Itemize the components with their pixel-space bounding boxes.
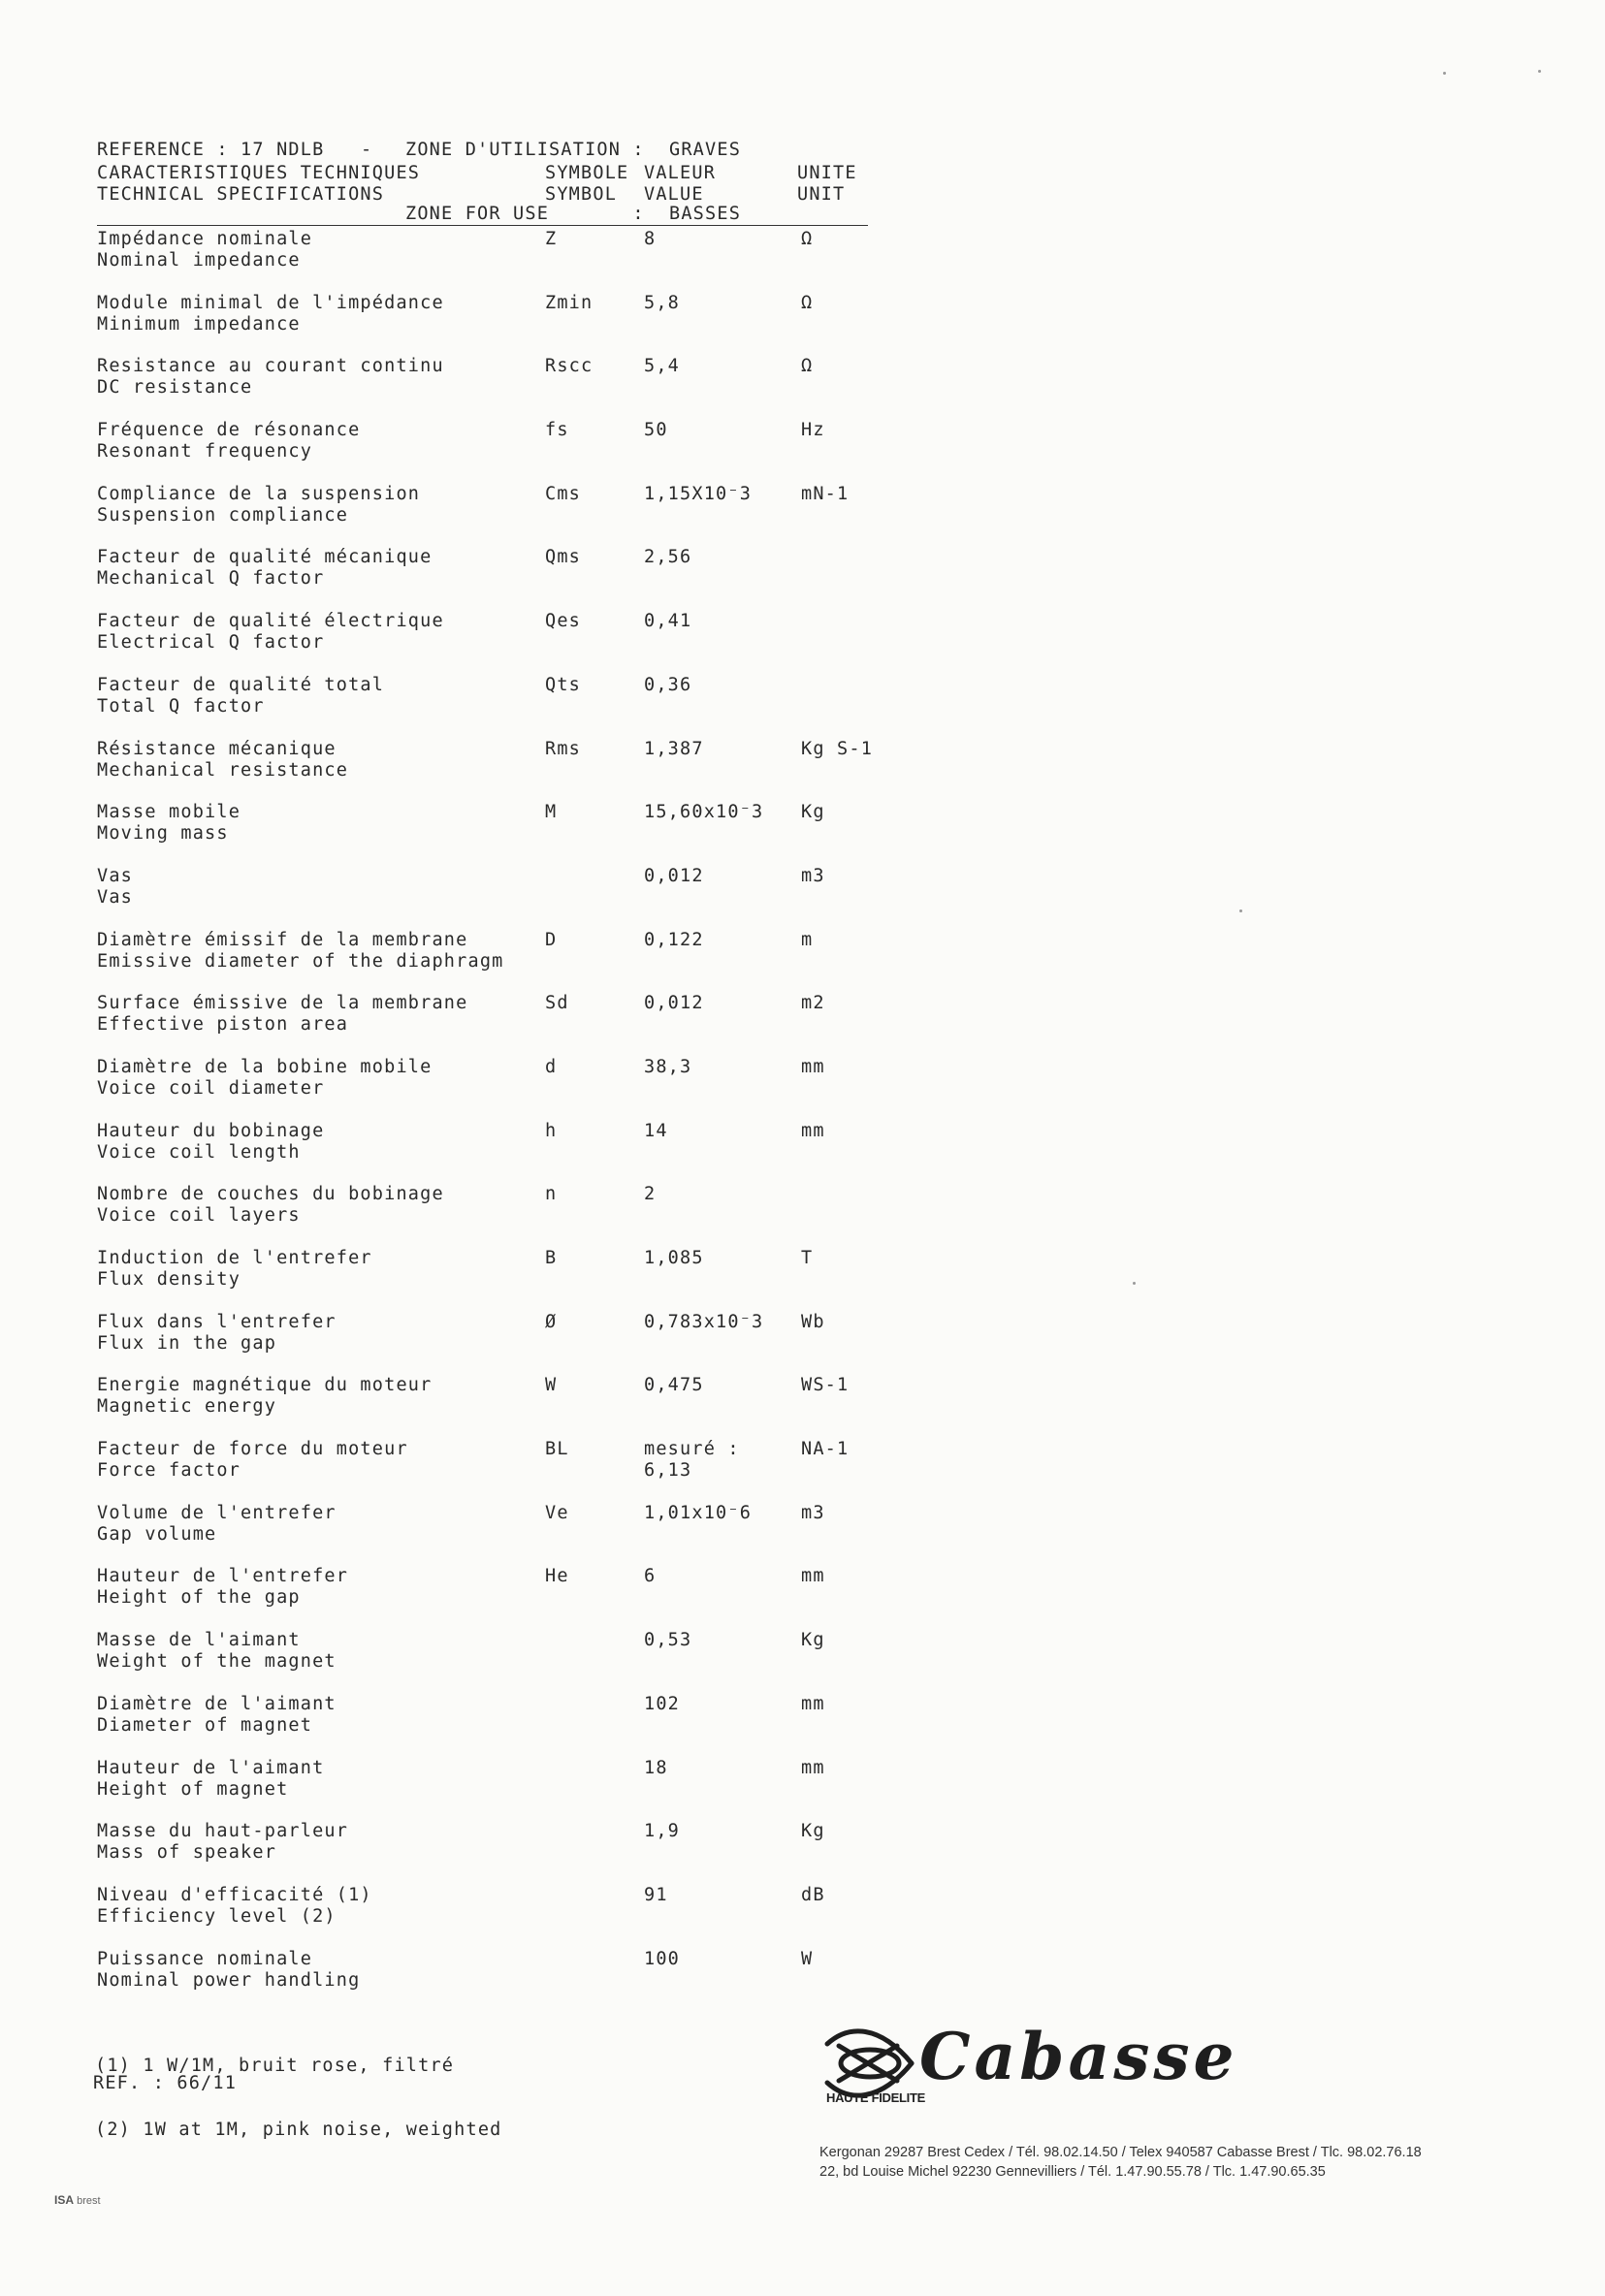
spec-name-en: Gap volume: [97, 1523, 217, 1545]
spec-symbol: He: [545, 1566, 569, 1587]
spec-value: 0,783x10⁻3: [644, 1311, 764, 1332]
spec-row: [97, 1821, 873, 1885]
spec-name-fr: Hauteur de l'aimant: [97, 1757, 325, 1778]
spec-row: [97, 293, 873, 357]
spec-value: 0,012: [644, 865, 704, 886]
spec-symbol: h: [545, 1120, 558, 1141]
spec-row: [97, 1503, 873, 1567]
spec-symbol: Qms: [545, 547, 582, 568]
header-dash: -: [361, 140, 373, 160]
spec-name-en: Efficiency level (2): [97, 1905, 337, 1927]
company-address: [819, 2143, 1422, 2182]
col-symbol-fr: SYMBOLE: [545, 163, 629, 183]
spec-name-fr: Niveau d'efficacité (1): [97, 1884, 372, 1905]
spec-value: 0,122: [644, 929, 704, 950]
spec-value: 5,4: [644, 356, 681, 377]
spec-value: 100: [644, 1948, 681, 1969]
spec-name-fr: Module minimal de l'impédance: [97, 292, 444, 313]
spec-row: [97, 866, 873, 930]
spec-unit: NA-1: [801, 1439, 850, 1460]
address-line-2: 22, bd Louise Michel 92230 Gennevilliers / Tél. 1.47.90.55.78 / Tlc. 1.47.90.65.35: [819, 2164, 1326, 2180]
spec-unit: Wb: [801, 1311, 825, 1332]
spec-name-en: Resonant frequency: [97, 441, 313, 462]
spec-symbol: B: [545, 1248, 558, 1268]
spec-value: 0,53: [644, 1630, 692, 1651]
spec-row: [97, 1248, 873, 1312]
spec-symbol: fs: [545, 420, 569, 441]
address-line-1: Kergonan 29287 Brest Cedex / Tél. 98.02.14.50 / Telex 940587 Cabasse Brest / Tlc. 98.02.76.18: [819, 2145, 1422, 2160]
spec-name-fr: Facteur de qualité électrique: [97, 611, 444, 632]
spec-symbol: W: [545, 1375, 558, 1396]
spec-value: 91: [644, 1884, 668, 1905]
spec-name-fr: Nombre de couches du bobinage: [97, 1184, 444, 1205]
spec-value: 1,9: [644, 1821, 681, 1842]
spec-name-fr: Hauteur du bobinage: [97, 1120, 325, 1141]
printer-city: brest: [77, 2195, 101, 2207]
footnote-2: (2) 1W at 1M, pink noise, weighted: [95, 2120, 502, 2140]
spec-name-fr: Flux dans l'entrefer: [97, 1311, 337, 1332]
spec-name-en: Suspension compliance: [97, 504, 349, 526]
scan-speck: [1443, 72, 1446, 75]
spec-value: 14: [644, 1120, 668, 1141]
spec-unit: mm: [801, 1566, 825, 1587]
spec-row: [97, 611, 873, 675]
spec-name-en: Diameter of magnet: [97, 1714, 313, 1736]
spec-value: mesuré :: [644, 1439, 740, 1460]
spec-unit: T: [801, 1248, 814, 1268]
col-symbol-en: SYMBOL: [545, 184, 618, 205]
spec-value: 5,8: [644, 292, 681, 313]
spec-value: 18: [644, 1757, 668, 1778]
spec-name-en: Effective piston area: [97, 1014, 349, 1036]
spec-name-en: Height of the gap: [97, 1587, 301, 1609]
spec-name-fr: Diamètre émissif de la membrane: [97, 929, 468, 950]
col-value-en: VALUE: [644, 184, 704, 205]
scan-speck: [1239, 909, 1242, 912]
spec-name-fr: Facteur de qualité total: [97, 674, 385, 695]
spec-value: 0,41: [644, 611, 692, 632]
spec-symbol: n: [545, 1184, 558, 1205]
spec-unit: mm: [801, 1693, 825, 1714]
reference-label: REFERENCE : 17 NDLB: [97, 140, 325, 160]
spec-row: [97, 547, 873, 611]
spec-name-en: Voice coil diameter: [97, 1077, 325, 1099]
spec-name-fr: Volume de l'entrefer: [97, 1502, 337, 1523]
spec-symbol: M: [545, 802, 558, 823]
spec-value: 0,36: [644, 674, 692, 695]
spec-unit: Kg S-1: [801, 738, 874, 759]
column-headers: [97, 163, 868, 219]
brand-name: Cabasse: [919, 2019, 1238, 2094]
spec-unit: Hz: [801, 420, 825, 441]
spec-name-en: Moving mass: [97, 823, 229, 845]
col-unit-fr: UNITE: [797, 163, 857, 183]
spec-value: 8: [644, 229, 657, 249]
spec-row: [97, 484, 873, 548]
spec-unit: Ω: [801, 292, 814, 313]
spec-symbol: Ø: [545, 1311, 558, 1332]
spec-row: [97, 1885, 873, 1949]
spec-name-fr: Impédance nominale: [97, 229, 313, 249]
spec-name-fr: Surface émissive de la membrane: [97, 993, 468, 1014]
spec-name-fr: Fréquence de résonance: [97, 420, 361, 441]
spec-row: [97, 1566, 873, 1630]
spec-unit: m: [801, 929, 814, 950]
spec-symbol: Qes: [545, 611, 582, 632]
spec-unit: Ω: [801, 356, 814, 377]
spec-name-en: Height of magnet: [97, 1778, 289, 1800]
spec-unit: mN-1: [801, 483, 850, 504]
spec-name-fr: Vas: [97, 865, 134, 886]
scan-speck: [1538, 70, 1541, 73]
spec-unit: mm: [801, 1056, 825, 1077]
spec-name-fr: Hauteur de l'entrefer: [97, 1566, 349, 1587]
spec-unit: mm: [801, 1120, 825, 1141]
spec-name-en: Magnetic energy: [97, 1396, 277, 1418]
spec-row: [97, 1439, 873, 1503]
spec-name-fr: Facteur de qualité mécanique: [97, 547, 433, 568]
spec-value: 2: [644, 1184, 657, 1205]
spec-name-fr: Puissance nominale: [97, 1948, 313, 1969]
spec-row: [97, 739, 873, 803]
spec-row: [97, 1375, 873, 1439]
spec-name-fr: Diamètre de l'aimant: [97, 1693, 337, 1714]
spec-value: 0,475: [644, 1375, 704, 1396]
zone-label-en: ZONE FOR USE :: [405, 204, 645, 224]
spec-value: 1,085: [644, 1248, 704, 1268]
zone-label-fr: ZONE D'UTILISATION :: [405, 140, 645, 160]
spec-value: 1,01x10⁻6: [644, 1502, 753, 1523]
spec-name-en: Nominal power handling: [97, 1969, 361, 1991]
spec-unit: WS-1: [801, 1375, 850, 1396]
spec-name-en: Voice coil length: [97, 1141, 301, 1163]
spec-name-en: Emissive diameter of the diaphragm: [97, 950, 504, 972]
spec-name-fr: Facteur de force du moteur: [97, 1439, 408, 1460]
spec-row: [97, 1949, 873, 2013]
spec-symbol: d: [545, 1056, 558, 1077]
spec-unit: mm: [801, 1757, 825, 1778]
spec-symbol: Qts: [545, 674, 582, 695]
spec-name-en: Minimum impedance: [97, 313, 301, 335]
printer-mark: [54, 2193, 101, 2207]
spec-name-en: Flux in the gap: [97, 1332, 277, 1354]
spec-row: [97, 993, 873, 1057]
spec-symbol: Sd: [545, 993, 569, 1014]
spec-name-fr: Résistance mécanique: [97, 738, 337, 759]
spec-unit: Kg: [801, 1630, 825, 1651]
spec-value: 1,15X10⁻3: [644, 483, 753, 504]
spec-name-fr: Compliance de la suspension: [97, 483, 421, 504]
spec-symbol: Rscc: [545, 356, 594, 377]
spec-name-en: DC resistance: [97, 377, 253, 399]
zone-value-fr: GRAVES: [669, 140, 742, 160]
spec-name-fr: Energie magnétique du moteur: [97, 1375, 433, 1396]
spec-symbol: D: [545, 929, 558, 950]
spec-row: [97, 1758, 873, 1822]
spec-row: [97, 930, 873, 994]
spec-name-en: Vas: [97, 886, 134, 908]
zone-value-en: BASSES: [669, 204, 742, 224]
spec-value: 0,012: [644, 993, 704, 1014]
spec-name-fr: Masse mobile: [97, 802, 241, 823]
col-name-fr: CARACTERISTIQUES TECHNIQUES: [97, 163, 421, 183]
spec-row: [97, 1694, 873, 1758]
spec-name-fr: Induction de l'entrefer: [97, 1248, 372, 1268]
spec-name-fr: Masse de l'aimant: [97, 1630, 301, 1651]
spec-row: [97, 802, 873, 866]
spec-symbol: Zmin: [545, 292, 594, 313]
spec-unit: dB: [801, 1884, 825, 1905]
spec-symbol: BL: [545, 1439, 569, 1460]
spec-unit: W: [801, 1948, 814, 1969]
footnote-1: (1) 1 W/1M, bruit rose, filtré: [95, 2056, 455, 2076]
spec-row: [97, 1057, 873, 1121]
spec-name-en: Mass of speaker: [97, 1842, 277, 1864]
spec-name-en: Electrical Q factor: [97, 632, 325, 654]
spec-unit: Ω: [801, 229, 814, 249]
col-name-en: TECHNICAL SPECIFICATIONS: [97, 184, 385, 205]
spec-row: [97, 675, 873, 739]
spec-value: 38,3: [644, 1056, 692, 1077]
spec-name-en: Force factor: [97, 1460, 241, 1482]
spec-row: [97, 1630, 873, 1694]
spec-symbol: Ve: [545, 1502, 569, 1523]
spec-row: [97, 420, 873, 484]
spec-unit: Kg: [801, 802, 825, 823]
spec-symbol: Rms: [545, 738, 582, 759]
spec-name-en: Weight of the magnet: [97, 1651, 337, 1673]
spec-name-fr: Diamètre de la bobine mobile: [97, 1056, 433, 1077]
spec-name-en: Mechanical resistance: [97, 759, 349, 781]
header-rule: [97, 225, 868, 226]
spec-name-en: Flux density: [97, 1269, 241, 1290]
printer-logo-icon: ISA: [54, 2193, 75, 2207]
col-value-fr: VALEUR: [644, 163, 717, 183]
spec-name-en: Total Q factor: [97, 695, 265, 717]
spec-name-fr: Resistance au courant continu: [97, 356, 444, 377]
spec-name-en: Voice coil layers: [97, 1205, 301, 1227]
spec-value: 15,60x10⁻3: [644, 802, 764, 823]
spec-row: [97, 1121, 873, 1185]
brand-tagline: HAUTE FIDELITE: [826, 2090, 925, 2105]
spec-row: [97, 1184, 873, 1248]
spec-table: [97, 229, 873, 2012]
spec-row: [97, 356, 873, 420]
spec-name-en: Mechanical Q factor: [97, 568, 325, 590]
spec-value: 50: [644, 420, 668, 441]
spec-value: 2,56: [644, 547, 692, 568]
spec-unit: m3: [801, 1502, 825, 1523]
spec-symbol: Cms: [545, 483, 582, 504]
spec-value-2: 6,13: [644, 1460, 692, 1482]
spec-name-fr: Masse du haut-parleur: [97, 1821, 349, 1842]
spec-unit: Kg: [801, 1821, 825, 1842]
spec-value: 1,387: [644, 738, 704, 759]
spec-symbol: Z: [545, 229, 558, 249]
spec-value: 102: [644, 1693, 681, 1714]
col-unit-en: UNIT: [797, 184, 846, 205]
document-ref: REF. : 66/11: [93, 2073, 238, 2093]
spec-row: [97, 229, 873, 293]
spec-unit: m2: [801, 993, 825, 1014]
spec-name-en: Nominal impedance: [97, 250, 301, 271]
spec-unit: m3: [801, 865, 825, 886]
spec-value: 6: [644, 1566, 657, 1587]
spec-row: [97, 1312, 873, 1376]
scan-speck: [1133, 1282, 1136, 1285]
